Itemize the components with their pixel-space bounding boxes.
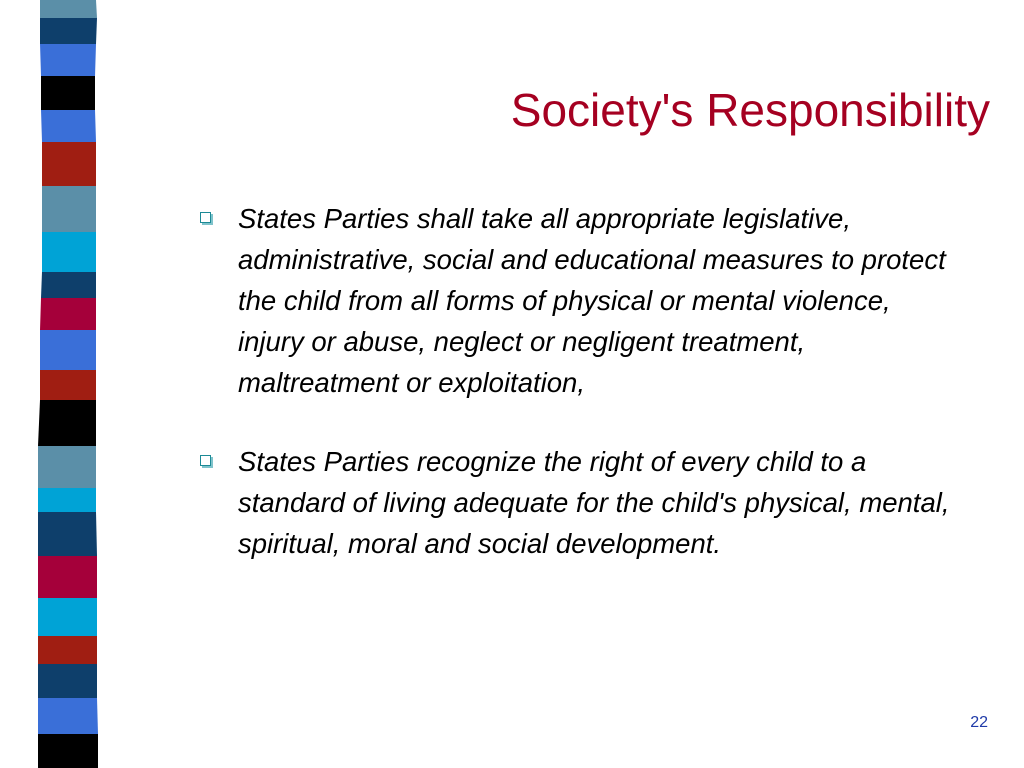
decorative-stripes (0, 0, 120, 768)
bullet-item (200, 198, 980, 403)
bullet-item (200, 441, 980, 564)
square-bullet-icon (200, 455, 211, 466)
bullet-text: States Parties shall take all appropriate legislative, administrative, social and educational measures to protect the child from all forms of physical or mental violence, injury or abuse, neglect or negligent treatment, maltreatment or exploitation, (238, 203, 946, 398)
slide-title: Society's Responsibility (510, 84, 990, 136)
bullet-list (200, 198, 980, 602)
square-bullet-icon (200, 212, 211, 223)
slide-number: 22 (970, 714, 988, 731)
bullet-text: States Parties recognize the right of every child to a standard of living adequate for the child's physical, mental, spiritual, moral and social development. (238, 446, 950, 559)
